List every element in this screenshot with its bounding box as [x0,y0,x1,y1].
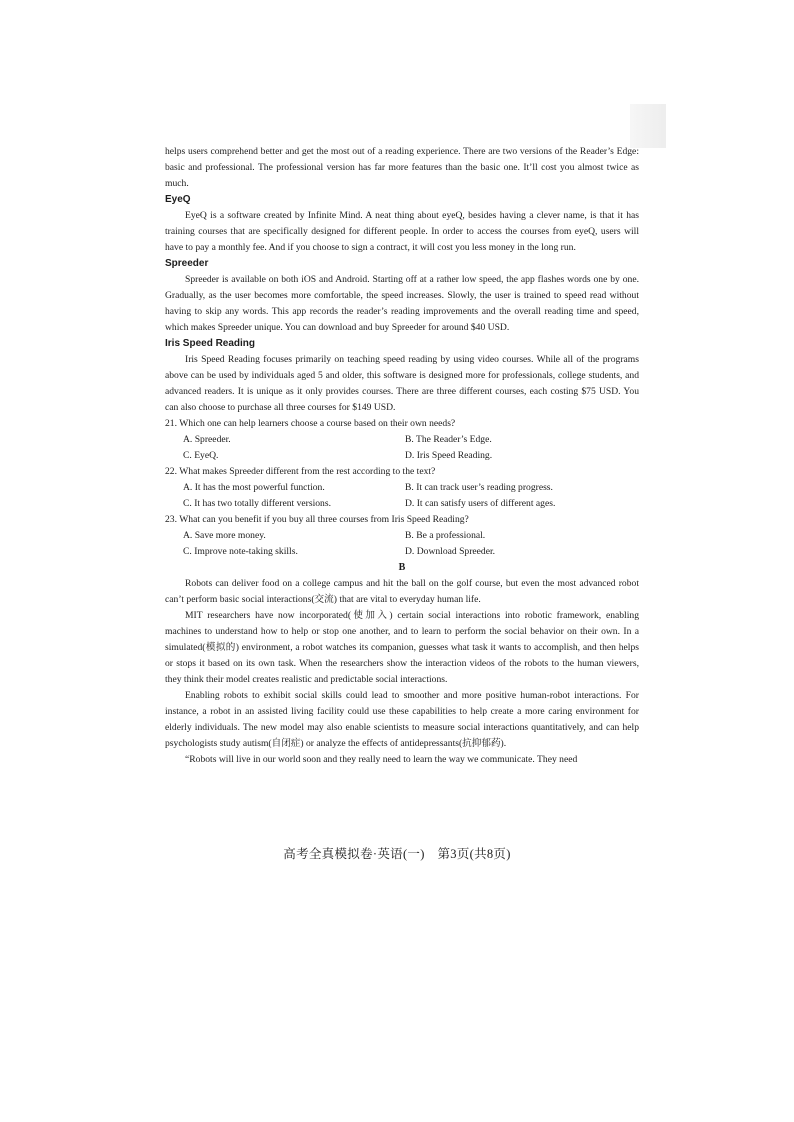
question-stem: 21. Which one can help learners choose a course based on their own needs? [165,418,456,429]
scan-artifact [630,104,666,148]
question-options [165,432,639,464]
question-22 [165,464,639,512]
part-b-paragraph-2: MIT researchers have now incorporated(使加入) certain social interactions into robotic framework, enabling machines to understand how to help or stop one another, and to learn to perform the social behavior on their own. In a simulated(模拟的) environment, a robot watches its companion, guesses what task it wants to accomplish, and then helps or stops it based on its own task. When the researchers show the interaction videos of the robots to the human viewers, they think their model creates realistic and predictable social interactions. [165,610,639,685]
spreeder-heading: Spreeder [165,258,209,269]
part-b-paragraph-4: “Robots will live in our world soon and they really need to learn the way we communicate. They need [185,754,578,765]
intro-paragraph: helps users comprehend better and get the most out of a reading experience. There are two versions of the Reader’s Edge: basic and professional. The professional version has far more features than the basic one. It’ll cost you almost twice as much. [165,146,639,189]
eyeq-heading: EyeQ [165,194,191,205]
option-c: C. Improve note-taking skills. [183,546,298,557]
eyeq-paragraph: EyeQ is a software created by Infinite Mind. A neat thing about eyeQ, besides having a clever name, is that it has training courses that are specifically designed for different people. In order to access the courses from eyeQ, users will have to pay a monthly fee. And if you choose to sign a contract, it will cost you less money in the long run. [165,210,639,253]
part-b-paragraph-3: Enabling robots to exhibit social skills could lead to smoother and more positive human-robot interactions. For instance, a robot in an assisted living facility could use these capabilities to help create a more caring environment for elderly individuals. The new model may also enable scientists to measure social interactions quantitatively, and can help psychologists study autism(自闭症) or analyze the effects of antidepressants(抗抑郁药). [165,690,639,749]
question-21 [165,416,639,464]
option-b: B. It can track user’s reading progress. [405,482,553,493]
option-c: C. EyeQ. [183,450,219,461]
question-stem: 23. What can you benefit if you buy all three courses from Iris Speed Reading? [165,514,469,525]
question-23 [165,512,639,560]
part-b-label: B [398,562,406,573]
iris-heading: Iris Speed Reading [165,338,256,349]
option-d: D. Download Spreeder. [405,546,496,557]
option-a: A. Spreeder. [183,434,231,445]
option-a: A. It has the most powerful function. [183,482,325,493]
iris-paragraph: Iris Speed Reading focuses primarily on teaching speed reading by using video courses. While all of the programs above can be used by individuals aged 5 and older, this software is designed more for professionals, college students, and advanced readers. It is unique as it only provides courses. There are three different courses, each costing $75 USD. You can also choose to purchase all three courses for $149 USD. [165,354,639,413]
question-options [165,528,639,560]
question-options [165,480,639,512]
question-stem: 22. What makes Spreeder different from the rest according to the text? [165,466,436,477]
option-b: B. Be a professional. [405,530,486,541]
option-d: D. Iris Speed Reading. [405,450,493,461]
part-b-paragraph-1: Robots can deliver food on a college campus and hit the ball on the golf course, but even the most advanced robot can’t perform basic social interactions(交流) that are vital to everyday human life. [165,578,639,605]
option-c: C. It has two totally different versions. [183,498,331,509]
spreeder-paragraph: Spreeder is available on both iOS and Android. Starting off at a rather low speed, the app flashes words one by one. Gradually, as the user becomes more comfortable, the speed increases. Slowly, the user is trained to speed read without having to skip any words. This app records the reader’s reading improvements and the overall reading time and speed, which makes Spreeder unique. You can download and buy Spreeder for around $40 USD. [165,274,639,333]
page-footer: 高考全真模拟卷·英语(一) 第3页(共8页) [283,847,511,861]
option-a: A. Save more money. [183,530,266,541]
option-d: D. It can satisfy users of different ages. [405,498,556,509]
option-b: B. The Reader’s Edge. [405,434,492,445]
exam-page-body [165,144,639,768]
